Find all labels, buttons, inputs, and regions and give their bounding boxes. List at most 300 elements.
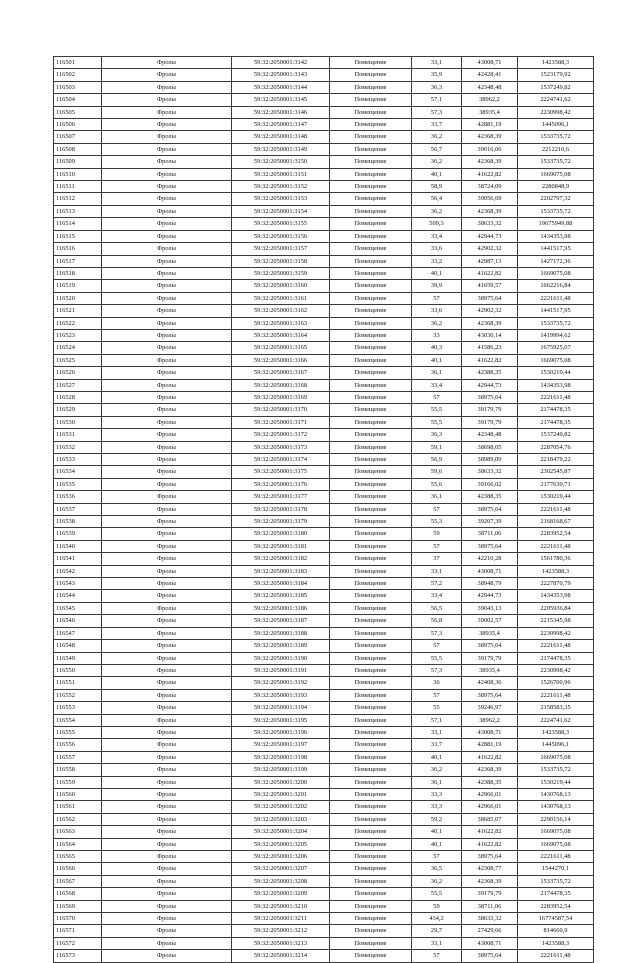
cadastral-number-cell: 59:32:2050001:3163 bbox=[232, 317, 330, 329]
locality-cell: Фролы bbox=[102, 354, 232, 366]
locality-cell: Фролы bbox=[102, 516, 232, 528]
unit-value-cell: 42210,28 bbox=[462, 553, 518, 565]
table-row bbox=[54, 478, 594, 490]
cadastral-number-cell: 59:32:2050001:3200 bbox=[232, 776, 330, 788]
cadastral-number-cell: 59:32:2050001:3165 bbox=[232, 342, 330, 354]
cadastral-value-cell: 1434353,98 bbox=[518, 379, 594, 391]
area-cell: 509,3 bbox=[412, 218, 462, 230]
row-number-cell: 116557 bbox=[54, 751, 102, 763]
table-row bbox=[54, 429, 594, 441]
table-row bbox=[54, 94, 594, 106]
unit-value-cell: 42368,39 bbox=[462, 875, 518, 887]
row-number-cell: 116534 bbox=[54, 466, 102, 478]
cadastral-value-cell: 1430768,13 bbox=[518, 788, 594, 800]
object-type-cell: Помещение bbox=[330, 367, 412, 379]
unit-value-cell: 42987,13 bbox=[462, 255, 518, 267]
locality-cell: Фролы bbox=[102, 689, 232, 701]
area-cell: 36,3 bbox=[412, 81, 462, 93]
row-number-cell: 116523 bbox=[54, 329, 102, 341]
object-type-cell: Помещение bbox=[330, 788, 412, 800]
unit-value-cell: 42881,19 bbox=[462, 119, 518, 131]
area-cell: 36,2 bbox=[412, 205, 462, 217]
row-number-cell: 116567 bbox=[54, 875, 102, 887]
unit-value-cell: 39179,79 bbox=[462, 404, 518, 416]
object-type-cell: Помещение bbox=[330, 615, 412, 627]
row-number-cell: 116519 bbox=[54, 280, 102, 292]
locality-cell: Фролы bbox=[102, 429, 232, 441]
table-row bbox=[54, 875, 594, 887]
locality-cell: Фролы bbox=[102, 813, 232, 825]
cadastral-number-cell: 59:32:2050001:3182 bbox=[232, 553, 330, 565]
locality-cell: Фролы bbox=[102, 950, 232, 962]
unit-value-cell: 39056,69 bbox=[462, 193, 518, 205]
area-cell: 36,1 bbox=[412, 367, 462, 379]
table-row bbox=[54, 726, 594, 738]
cadastral-value-cell: 1669075,08 bbox=[518, 838, 594, 850]
cadastral-value-cell: 2174478,35 bbox=[518, 652, 594, 664]
table-row bbox=[54, 702, 594, 714]
object-type-cell: Помещение bbox=[330, 863, 412, 875]
locality-cell: Фролы bbox=[102, 925, 232, 937]
locality-cell: Фролы bbox=[102, 391, 232, 403]
locality-cell: Фролы bbox=[102, 838, 232, 850]
unit-value-cell: 39043,13 bbox=[462, 602, 518, 614]
unit-value-cell: 38935,4 bbox=[462, 627, 518, 639]
area-cell: 59,6 bbox=[412, 466, 462, 478]
row-number-cell: 116526 bbox=[54, 367, 102, 379]
row-number-cell: 116505 bbox=[54, 106, 102, 118]
locality-cell: Фролы bbox=[102, 230, 232, 242]
unit-value-cell: 42944,73 bbox=[462, 379, 518, 391]
object-type-cell: Помещение bbox=[330, 416, 412, 428]
table-row bbox=[54, 540, 594, 552]
cadastral-value-cell: 2287054,76 bbox=[518, 441, 594, 453]
locality-cell: Фролы bbox=[102, 776, 232, 788]
object-type-cell: Помещение bbox=[330, 540, 412, 552]
area-cell: 33,7 bbox=[412, 739, 462, 751]
row-number-cell: 116532 bbox=[54, 441, 102, 453]
cadastral-value-cell: 1669075,08 bbox=[518, 168, 594, 180]
table-row bbox=[54, 851, 594, 863]
table-row bbox=[54, 652, 594, 664]
cadastral-number-cell: 59:32:2050001:3214 bbox=[232, 950, 330, 962]
object-type-cell: Помещение bbox=[330, 193, 412, 205]
area-cell: 57 bbox=[412, 689, 462, 701]
table-row bbox=[54, 602, 594, 614]
unit-value-cell: 38633,32 bbox=[462, 466, 518, 478]
table-row bbox=[54, 69, 594, 81]
table-row bbox=[54, 491, 594, 503]
unit-value-cell: 38935,4 bbox=[462, 106, 518, 118]
cadastral-number-cell: 59:32:2050001:3193 bbox=[232, 689, 330, 701]
locality-cell: Фролы bbox=[102, 143, 232, 155]
registry-body bbox=[54, 57, 594, 963]
cadastral-number-cell: 59:32:2050001:3149 bbox=[232, 143, 330, 155]
object-type-cell: Помещение bbox=[330, 81, 412, 93]
cadastral-value-cell: 2174478,35 bbox=[518, 404, 594, 416]
area-cell: 33,2 bbox=[412, 255, 462, 267]
unit-value-cell: 38975,64 bbox=[462, 640, 518, 652]
object-type-cell: Помещение bbox=[330, 602, 412, 614]
locality-cell: Фролы bbox=[102, 937, 232, 949]
table-row bbox=[54, 714, 594, 726]
unit-value-cell: 39002,57 bbox=[462, 615, 518, 627]
table-row bbox=[54, 937, 594, 949]
area-cell: 55 bbox=[412, 702, 462, 714]
area-cell: 33,4 bbox=[412, 379, 462, 391]
unit-value-cell: 41622,82 bbox=[462, 168, 518, 180]
cadastral-number-cell: 59:32:2050001:3206 bbox=[232, 851, 330, 863]
row-number-cell: 116528 bbox=[54, 391, 102, 403]
area-cell: 57,3 bbox=[412, 627, 462, 639]
unit-value-cell: 38975,64 bbox=[462, 851, 518, 863]
object-type-cell: Помещение bbox=[330, 702, 412, 714]
unit-value-cell: 38935,4 bbox=[462, 664, 518, 676]
cadastral-number-cell: 59:32:2050001:3171 bbox=[232, 416, 330, 428]
cadastral-number-cell: 59:32:2050001:3155 bbox=[232, 218, 330, 230]
locality-cell: Фролы bbox=[102, 590, 232, 602]
unit-value-cell: 42944,73 bbox=[462, 230, 518, 242]
table-row bbox=[54, 677, 594, 689]
table-row bbox=[54, 218, 594, 230]
locality-cell: Фролы bbox=[102, 280, 232, 292]
unit-value-cell: 27429,66 bbox=[462, 925, 518, 937]
cadastral-number-cell: 59:32:2050001:3213 bbox=[232, 937, 330, 949]
object-type-cell: Помещение bbox=[330, 640, 412, 652]
locality-cell: Фролы bbox=[102, 317, 232, 329]
locality-cell: Фролы bbox=[102, 615, 232, 627]
unit-value-cell: 38975,64 bbox=[462, 540, 518, 552]
area-cell: 36,2 bbox=[412, 156, 462, 168]
area-cell: 33,1 bbox=[412, 937, 462, 949]
table-row bbox=[54, 81, 594, 93]
cadastral-number-cell: 59:32:2050001:3166 bbox=[232, 354, 330, 366]
cadastral-number-cell: 59:32:2050001:3184 bbox=[232, 578, 330, 590]
cadastral-number-cell: 59:32:2050001:3208 bbox=[232, 875, 330, 887]
cadastral-number-cell: 59:32:2050001:3189 bbox=[232, 640, 330, 652]
unit-value-cell: 42408,36 bbox=[462, 677, 518, 689]
cadastral-value-cell: 2221611,48 bbox=[518, 640, 594, 652]
object-type-cell: Помещение bbox=[330, 528, 412, 540]
row-number-cell: 116555 bbox=[54, 726, 102, 738]
cadastral-value-cell: 2205936,84 bbox=[518, 602, 594, 614]
area-cell: 57 bbox=[412, 503, 462, 515]
cadastral-value-cell: 1669075,08 bbox=[518, 751, 594, 763]
cadastral-number-cell: 59:32:2050001:3159 bbox=[232, 267, 330, 279]
locality-cell: Фролы bbox=[102, 851, 232, 863]
cadastral-value-cell: 1533735,72 bbox=[518, 131, 594, 143]
area-cell: 59 bbox=[412, 528, 462, 540]
area-cell: 33,6 bbox=[412, 305, 462, 317]
row-number-cell: 116551 bbox=[54, 677, 102, 689]
locality-cell: Фролы bbox=[102, 255, 232, 267]
cadastral-number-cell: 59:32:2050001:3158 bbox=[232, 255, 330, 267]
cadastral-value-cell: 19675949,88 bbox=[518, 218, 594, 230]
locality-cell: Фролы bbox=[102, 764, 232, 776]
table-row bbox=[54, 640, 594, 652]
area-cell: 58,9 bbox=[412, 181, 462, 193]
unit-value-cell: 43030,14 bbox=[462, 329, 518, 341]
row-number-cell: 116521 bbox=[54, 305, 102, 317]
locality-cell: Фролы bbox=[102, 243, 232, 255]
object-type-cell: Помещение bbox=[330, 503, 412, 515]
table-row bbox=[54, 441, 594, 453]
cadastral-number-cell: 59:32:2050001:3173 bbox=[232, 441, 330, 453]
object-type-cell: Помещение bbox=[330, 342, 412, 354]
table-row bbox=[54, 900, 594, 912]
row-number-cell: 116510 bbox=[54, 168, 102, 180]
area-cell: 57,3 bbox=[412, 664, 462, 676]
locality-cell: Фролы bbox=[102, 292, 232, 304]
table-row bbox=[54, 615, 594, 627]
unit-value-cell: 39016,06 bbox=[462, 143, 518, 155]
cadastral-value-cell: 1537249,82 bbox=[518, 81, 594, 93]
area-cell: 36,1 bbox=[412, 491, 462, 503]
table-row bbox=[54, 243, 594, 255]
cadastral-value-cell: 2202797,32 bbox=[518, 193, 594, 205]
unit-value-cell: 38724,09 bbox=[462, 181, 518, 193]
locality-cell: Фролы bbox=[102, 503, 232, 515]
unit-value-cell: 42966,01 bbox=[462, 801, 518, 813]
unit-value-cell: 42368,39 bbox=[462, 317, 518, 329]
row-number-cell: 116529 bbox=[54, 404, 102, 416]
locality-cell: Фролы bbox=[102, 131, 232, 143]
unit-value-cell: 42966,01 bbox=[462, 788, 518, 800]
unit-value-cell: 42388,35 bbox=[462, 367, 518, 379]
cadastral-value-cell: 1423588,3 bbox=[518, 57, 594, 69]
area-cell: 33,6 bbox=[412, 243, 462, 255]
cadastral-value-cell: 16774587,54 bbox=[518, 913, 594, 925]
object-type-cell: Помещение bbox=[330, 168, 412, 180]
cadastral-value-cell: 2230998,42 bbox=[518, 627, 594, 639]
cadastral-value-cell: 1544270,1 bbox=[518, 863, 594, 875]
cadastral-value-cell: 1445096,1 bbox=[518, 119, 594, 131]
cadastral-value-cell: 1530219,44 bbox=[518, 367, 594, 379]
table-row bbox=[54, 863, 594, 875]
cadastral-value-cell: 1561780,36 bbox=[518, 553, 594, 565]
object-type-cell: Помещение bbox=[330, 354, 412, 366]
table-row bbox=[54, 925, 594, 937]
locality-cell: Фролы bbox=[102, 677, 232, 689]
cadastral-value-cell: 2227870,79 bbox=[518, 578, 594, 590]
row-number-cell: 116513 bbox=[54, 205, 102, 217]
locality-cell: Фролы bbox=[102, 466, 232, 478]
area-cell: 56,7 bbox=[412, 143, 462, 155]
row-number-cell: 116550 bbox=[54, 664, 102, 676]
table-row bbox=[54, 193, 594, 205]
object-type-cell: Помещение bbox=[330, 937, 412, 949]
locality-cell: Фролы bbox=[102, 454, 232, 466]
area-cell: 57 bbox=[412, 950, 462, 962]
cadastral-value-cell: 1669075,08 bbox=[518, 826, 594, 838]
unit-value-cell: 38711,06 bbox=[462, 900, 518, 912]
row-number-cell: 116536 bbox=[54, 491, 102, 503]
table-row bbox=[54, 168, 594, 180]
area-cell: 57,1 bbox=[412, 94, 462, 106]
object-type-cell: Помещение bbox=[330, 441, 412, 453]
table-row bbox=[54, 751, 594, 763]
row-number-cell: 116547 bbox=[54, 627, 102, 639]
object-type-cell: Помещение bbox=[330, 106, 412, 118]
row-number-cell: 116538 bbox=[54, 516, 102, 528]
cadastral-value-cell: 2212210,6 bbox=[518, 143, 594, 155]
locality-cell: Фролы bbox=[102, 602, 232, 614]
area-cell: 40,1 bbox=[412, 838, 462, 850]
unit-value-cell: 41659,57 bbox=[462, 280, 518, 292]
unit-value-cell: 38948,79 bbox=[462, 578, 518, 590]
unit-value-cell: 41622,82 bbox=[462, 826, 518, 838]
object-type-cell: Помещение bbox=[330, 267, 412, 279]
row-number-cell: 116524 bbox=[54, 342, 102, 354]
unit-value-cell: 39246,97 bbox=[462, 702, 518, 714]
table-row bbox=[54, 131, 594, 143]
area-cell: 56,4 bbox=[412, 193, 462, 205]
cadastral-value-cell: 1675925,07 bbox=[518, 342, 594, 354]
unit-value-cell: 38962,2 bbox=[462, 94, 518, 106]
table-row bbox=[54, 516, 594, 528]
unit-value-cell: 43008,71 bbox=[462, 57, 518, 69]
object-type-cell: Помещение bbox=[330, 119, 412, 131]
locality-cell: Фролы bbox=[102, 69, 232, 81]
table-row bbox=[54, 553, 594, 565]
object-type-cell: Помещение bbox=[330, 466, 412, 478]
locality-cell: Фролы bbox=[102, 106, 232, 118]
table-row bbox=[54, 379, 594, 391]
cadastral-value-cell: 1533735,72 bbox=[518, 875, 594, 887]
row-number-cell: 116572 bbox=[54, 937, 102, 949]
object-type-cell: Помещение bbox=[330, 516, 412, 528]
unit-value-cell: 42348,48 bbox=[462, 81, 518, 93]
table-row bbox=[54, 826, 594, 838]
locality-cell: Фролы bbox=[102, 888, 232, 900]
area-cell: 37 bbox=[412, 553, 462, 565]
row-number-cell: 116527 bbox=[54, 379, 102, 391]
area-cell: 57 bbox=[412, 391, 462, 403]
area-cell: 55,5 bbox=[412, 888, 462, 900]
cadastral-value-cell: 2302545,87 bbox=[518, 466, 594, 478]
table-row bbox=[54, 280, 594, 292]
unit-value-cell: 42881,19 bbox=[462, 739, 518, 751]
table-row bbox=[54, 391, 594, 403]
cadastral-value-cell: 2218479,22 bbox=[518, 454, 594, 466]
unit-value-cell: 43008,71 bbox=[462, 726, 518, 738]
table-row bbox=[54, 776, 594, 788]
object-type-cell: Помещение bbox=[330, 404, 412, 416]
cadastral-number-cell: 59:32:2050001:3205 bbox=[232, 838, 330, 850]
unit-value-cell: 42388,35 bbox=[462, 776, 518, 788]
table-row bbox=[54, 950, 594, 962]
table-row bbox=[54, 255, 594, 267]
cadastral-value-cell: 1441517,95 bbox=[518, 305, 594, 317]
area-cell: 57 bbox=[412, 292, 462, 304]
object-type-cell: Помещение bbox=[330, 925, 412, 937]
table-row bbox=[54, 342, 594, 354]
unit-value-cell: 39179,79 bbox=[462, 416, 518, 428]
cadastral-number-cell: 59:32:2050001:3201 bbox=[232, 788, 330, 800]
cadastral-value-cell: 1526700,96 bbox=[518, 677, 594, 689]
object-type-cell: Помещение bbox=[330, 156, 412, 168]
locality-cell: Фролы bbox=[102, 726, 232, 738]
object-type-cell: Помещение bbox=[330, 826, 412, 838]
row-number-cell: 116571 bbox=[54, 925, 102, 937]
cadastral-number-cell: 59:32:2050001:3156 bbox=[232, 230, 330, 242]
table-row bbox=[54, 503, 594, 515]
locality-cell: Фролы bbox=[102, 168, 232, 180]
row-number-cell: 116565 bbox=[54, 851, 102, 863]
object-type-cell: Помещение bbox=[330, 553, 412, 565]
row-number-cell: 116542 bbox=[54, 565, 102, 577]
cadastral-number-cell: 59:32:2050001:3145 bbox=[232, 94, 330, 106]
cadastral-number-cell: 59:32:2050001:3194 bbox=[232, 702, 330, 714]
locality-cell: Фролы bbox=[102, 441, 232, 453]
table-row bbox=[54, 565, 594, 577]
unit-value-cell: 41586,23 bbox=[462, 342, 518, 354]
area-cell: 56,9 bbox=[412, 454, 462, 466]
area-cell: 57 bbox=[412, 851, 462, 863]
table-row bbox=[54, 305, 594, 317]
cadastral-value-cell: 2290156,14 bbox=[518, 813, 594, 825]
table-row bbox=[54, 292, 594, 304]
unit-value-cell: 41622,82 bbox=[462, 267, 518, 279]
row-number-cell: 116543 bbox=[54, 578, 102, 590]
cadastral-number-cell: 59:32:2050001:3198 bbox=[232, 751, 330, 763]
row-number-cell: 116533 bbox=[54, 454, 102, 466]
locality-cell: Фролы bbox=[102, 528, 232, 540]
area-cell: 55,6 bbox=[412, 478, 462, 490]
cadastral-value-cell: 1441517,95 bbox=[518, 243, 594, 255]
cadastral-number-cell: 59:32:2050001:3186 bbox=[232, 602, 330, 614]
cadastral-value-cell: 1533735,72 bbox=[518, 156, 594, 168]
area-cell: 40,1 bbox=[412, 354, 462, 366]
unit-value-cell: 39166,02 bbox=[462, 478, 518, 490]
locality-cell: Фролы bbox=[102, 913, 232, 925]
locality-cell: Фролы bbox=[102, 664, 232, 676]
area-cell: 57 bbox=[412, 640, 462, 652]
cadastral-number-cell: 59:32:2050001:3199 bbox=[232, 764, 330, 776]
unit-value-cell: 42388,35 bbox=[462, 491, 518, 503]
object-type-cell: Помещение bbox=[330, 627, 412, 639]
locality-cell: Фролы bbox=[102, 205, 232, 217]
cadastral-number-cell: 59:32:2050001:3196 bbox=[232, 726, 330, 738]
locality-cell: Фролы bbox=[102, 751, 232, 763]
cadastral-number-cell: 59:32:2050001:3192 bbox=[232, 677, 330, 689]
unit-value-cell: 42428,41 bbox=[462, 69, 518, 81]
cadastral-number-cell: 59:32:2050001:3172 bbox=[232, 429, 330, 441]
locality-cell: Фролы bbox=[102, 267, 232, 279]
area-cell: 40,1 bbox=[412, 168, 462, 180]
table-row bbox=[54, 578, 594, 590]
unit-value-cell: 38962,2 bbox=[462, 714, 518, 726]
object-type-cell: Помещение bbox=[330, 851, 412, 863]
area-cell: 57,3 bbox=[412, 106, 462, 118]
cadastral-number-cell: 59:32:2050001:3188 bbox=[232, 627, 330, 639]
row-number-cell: 116508 bbox=[54, 143, 102, 155]
object-type-cell: Помещение bbox=[330, 329, 412, 341]
unit-value-cell: 42902,32 bbox=[462, 243, 518, 255]
area-cell: 33,1 bbox=[412, 57, 462, 69]
cadastral-number-cell: 59:32:2050001:3161 bbox=[232, 292, 330, 304]
object-type-cell: Помещение bbox=[330, 429, 412, 441]
row-number-cell: 116569 bbox=[54, 900, 102, 912]
area-cell: 434,2 bbox=[412, 913, 462, 925]
object-type-cell: Помещение bbox=[330, 255, 412, 267]
row-number-cell: 116553 bbox=[54, 702, 102, 714]
cadastral-value-cell: 2158583,35 bbox=[518, 702, 594, 714]
object-type-cell: Помещение bbox=[330, 813, 412, 825]
cadastral-number-cell: 59:32:2050001:3154 bbox=[232, 205, 330, 217]
cadastral-number-cell: 59:32:2050001:3187 bbox=[232, 615, 330, 627]
row-number-cell: 116502 bbox=[54, 69, 102, 81]
